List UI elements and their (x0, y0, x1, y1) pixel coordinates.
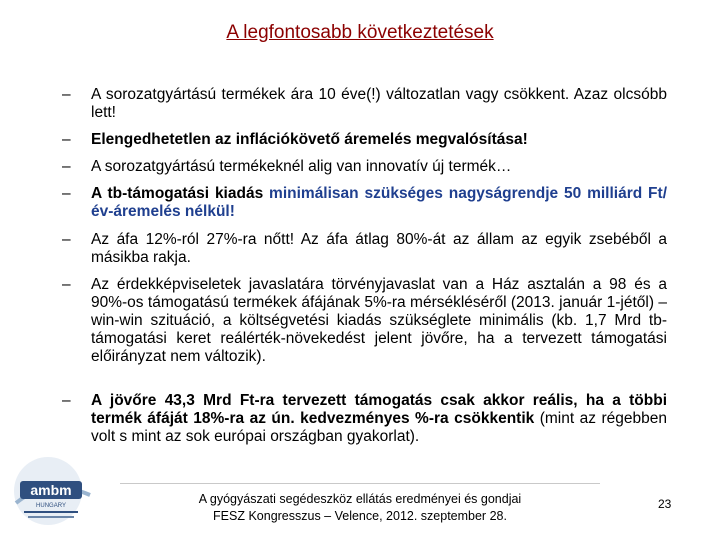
page-number: 23 (658, 497, 672, 511)
bullet-text (91, 392, 667, 446)
footer-line-2: FESZ Kongresszus – Velence, 2012. szeptember 28. (213, 509, 507, 523)
bullet-dash: – (62, 276, 71, 293)
bullet-text-a: A tb-támogatási kiadás (91, 185, 270, 202)
footer-divider (120, 483, 600, 484)
logo-subtext: HUNGARY (36, 503, 66, 509)
bullet-text: A sorozatgyártású termékek ára 10 éve(!) változatlan vagy csökkent. Azaz olcsóbb lett! (91, 86, 667, 121)
bullet-dash: – (62, 158, 71, 175)
ambm-logo (10, 455, 96, 527)
footer (150, 491, 570, 525)
bullet-text-b: (mint az régebben volt s mint az sok európai országban gyakorlat). (91, 410, 667, 445)
logo-text: ambm (30, 482, 72, 498)
bullet-dash: – (62, 231, 71, 248)
bullet-text (91, 185, 667, 221)
bullet-dash: – (62, 185, 71, 202)
bullet-text-b: minimálisan szükséges nagyságrendje 50 milliárd Ft/év-áremelés nélkül! (91, 185, 667, 220)
bullet-dash: – (62, 131, 71, 148)
bullet-text: Az áfa 12%-ról 27%-ra nőtt! Az áfa átlag 80%-át az állam az egyik zsebéből a másikba rakja. (91, 231, 667, 266)
bullet-text: A sorozatgyártású termékeknél alig van innovatív új termék… (91, 158, 512, 175)
bullet-text-a: A jövőre 43,3 Mrd Ft-ra tervezett támogatás csak akkor reális, ha a többi termék áfáját 18%-ra az ún. kedvezményes %-ra csökkentik (91, 392, 667, 427)
bullet-dash: – (62, 392, 71, 409)
footer-line-1: A gyógyászati segédeszköz ellátás eredményei és gondjai (198, 492, 522, 506)
slide-title: A legfontosabb következtetések (226, 22, 494, 43)
bullet-text: Elengedhetetlen az inflációkövető áremelés megvalósítása! (91, 131, 528, 148)
bullet-text: Az érdekképviseletek javaslatára törvényjavaslat van a Ház asztalán a 98 és a 90%-os támogatású termékek áfájának 5%-ra mérsékléséről (2013. január 1-jétől) – win-win szituáció, a költségvetési kiadás szükséglete minimális (kb. 1,7 Mrd tb-támogatási keret reálérték-növekedést jelent jövőre, ha a tervezett támogatási előirányzat nem változik). (91, 276, 667, 365)
bullet-dash: – (62, 86, 71, 103)
